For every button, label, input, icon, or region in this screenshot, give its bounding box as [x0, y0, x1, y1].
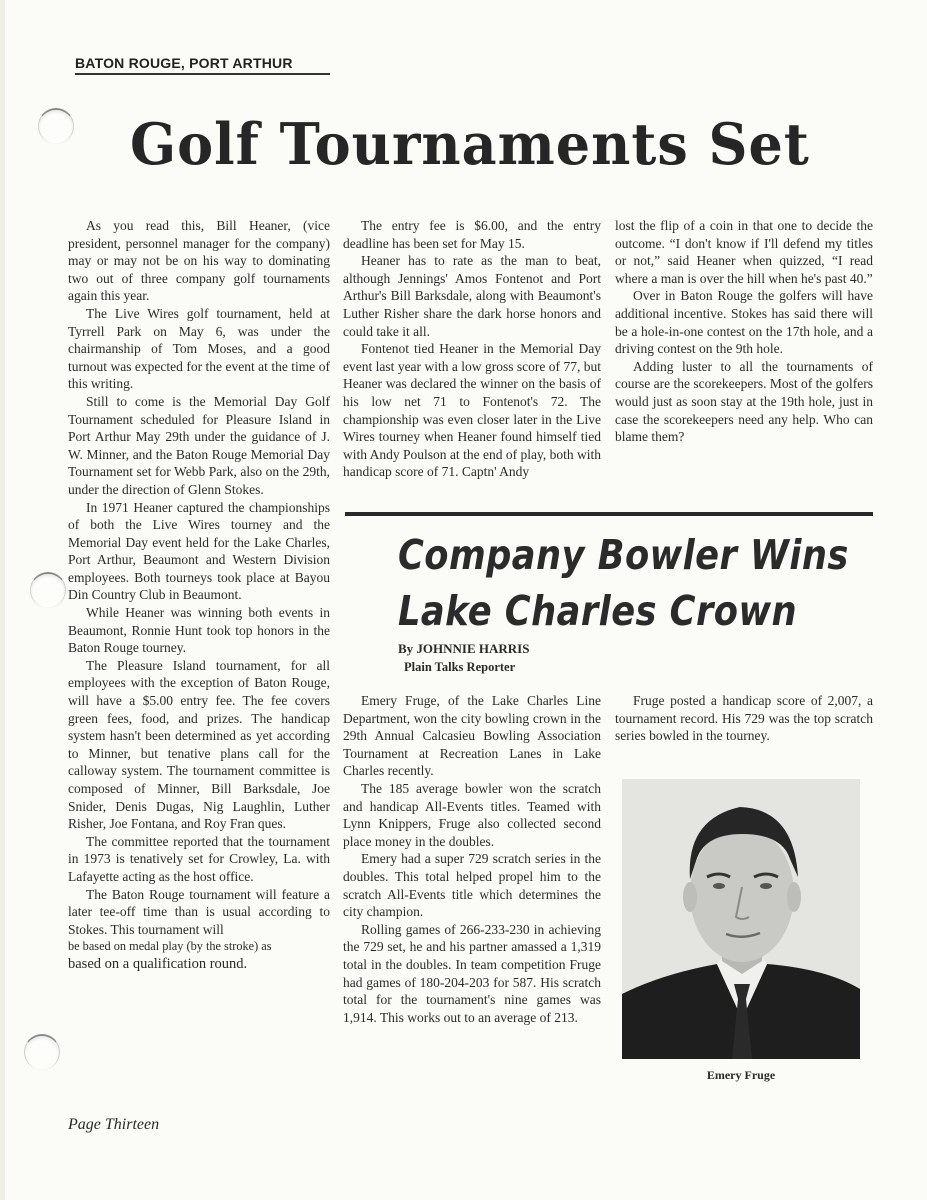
golf-paragraph: Over in Baton Rouge the golfers will have additional incentive. Stokes has said there will be a hole-in-one contest on the 17th hole, and a driving contest on the 9th hole.: [615, 288, 873, 357]
bowling-headline-line-2: Lake Charles Crown: [398, 587, 797, 635]
photo-caption: Emery Fruge: [706, 1068, 776, 1082]
golf-paragraph: The Live Wires golf tournament, held at Tyrrell Park on May 6, was under the chairmanship of Tom Moses, and a good turnout was expected for the event at the time of this writing.: [68, 305, 330, 392]
bowling-column-2: [615, 692, 873, 745]
golf-paragraph-continuation: based on a qualification round.: [68, 955, 248, 972]
article-divider: [345, 512, 873, 516]
golf-paragraph: The entry fee is $6.00, and the entry deadline has been set for May 15.: [343, 218, 601, 251]
bowling-paragraph: Emery Fruge, of the Lake Charles Line Department, won the city bowling crown in the 29th Annual Calcasieu Bowling Association Tournament at Recreation Lanes in Lake Charles recently.: [343, 693, 601, 779]
golf-paragraph: lost the flip of a coin in that one to decide the outcome. “I don't know if I'll defend my titles or not,” said Heaner when quizzed, “I read where a man is over the hill when he's past 40.”: [615, 218, 873, 286]
golf-paragraph: The Pleasure Island tournament, for all employees with the exception of Baton Rouge, will have a $5.00 entry fee. The fee covers green fees, food, and prizes. The handicap system hasn't been determined as yet according to Minner, but tenative plans call for the calloway system. The tournament committee is composed of Minner, Bill Barksdale, Joe Snider, Denis Dugas, Nig Laughlin, Luther Risher, Joe Fontana, and Roy Fran ques.: [68, 657, 330, 832]
golf-headline: Golf Tournaments Set: [130, 110, 810, 178]
golf-column-2: [343, 217, 601, 481]
punch-hole-middle: [30, 572, 66, 608]
bowling-paragraph: Rolling games of 266-233-230 in achieving the 729 set, he and his partner amassed a 1,319 total in the doubles. In team competition Fruge had games of 180-204-203 for 587. His scratch total for the tournament's nine games was 1,914. This works out to an average of 213.: [343, 921, 601, 1025]
byline-author: By JOHNNIE HARRIS: [398, 641, 530, 656]
byline-role: Plain Talks Reporter: [404, 660, 516, 674]
bowling-column-1: [343, 692, 601, 1026]
golf-column-1: [68, 217, 330, 974]
page-edge: [0, 0, 5, 1200]
golf-paragraph: Adding luster to all the tournaments of course are the scorekeepers. Most of the golfers would just as soon stay at the 19th hole, just in case the scorekeepers need any help. Who can blame them?: [615, 358, 873, 445]
portrait-photo: [622, 779, 860, 1059]
golf-paragraph-continuation: be based on medal play (by the stroke) as: [68, 939, 272, 954]
golf-paragraph: While Heaner was winning both events in Beaumont, Ronnie Hunt took top honors in the Baton Rouge tourney.: [68, 605, 330, 656]
portrait-illustration: [622, 779, 860, 1059]
golf-paragraph: Heaner has to rate as the man to beat, although Jennings' Amos Fontenot and Port Arthur's Bill Barksdale, along with Beaumont's Luther Risher share the dark horse honors and could take it all.: [343, 253, 601, 339]
bowling-paragraph: Emery had a super 729 scratch series in the doubles. This total helped propel him to the scratch All-Events title which determines the city champion.: [343, 851, 601, 920]
bowling-headline: [398, 527, 849, 639]
bowling-headline-line-1: Company Bowler Wins: [398, 531, 849, 579]
bowling-paragraph: Fruge posted a handicap score of 2,007, a tournament record. His 729 was the top scratch series bowled in the tourney.: [615, 693, 873, 744]
punch-hole-bottom: [24, 1034, 60, 1070]
golf-paragraph: The committee reported that the tournament in 1973 is tenatively set for Crowley, La. with Lafayette acting as the host office.: [68, 833, 330, 884]
golf-paragraph: Fontenot tied Heaner in the Memorial Day event last year with a low gross score of 77, but Heaner was declared the winner on the basis of his low net 71 to Fontenot's 72. The championship was even closer later in the Live Wires tourney when Heaner found himself tied with Andy Poulson at the end of play, both with handicap score of 71. Captn' Andy: [343, 341, 601, 480]
section-label: BATON ROUGE, PORT ARTHUR: [75, 55, 330, 75]
page-number: Page Thirteen: [68, 1116, 160, 1133]
golf-paragraph: As you read this, Bill Heaner, (vice president, personnel manager for the company) may or may not be on his way to dominating two out of three company golf tournaments again this year.: [68, 218, 330, 304]
golf-paragraph: The Baton Rouge tournament will feature a later tee-off time than is usual according to Stokes. This tournament will: [68, 886, 330, 937]
golf-column-3: [615, 217, 873, 446]
punch-hole-top: [38, 108, 74, 144]
bowling-paragraph: The 185 average bowler won the scratch and handicap All-Events titles. Teamed with Lynn Knippers, Fruge also collected second place money in the doubles.: [343, 780, 601, 849]
golf-paragraph: Still to come is the Memorial Day Golf Tournament scheduled for Pleasure Island in Port Arthur May 29th under the guidance of J. W. Minner, and the Baton Rouge Memorial Day Tournament set for Webb Park, also on the 29th, under the direction of Glenn Stokes.: [68, 393, 330, 497]
golf-paragraph: In 1971 Heaner captured the championships of both the Live Wires tourney and the Memorial Day event held for the Lake Charles, Port Arthur, Beaumont and Western Division employees. Both tourneys took place at Bayou Din Country Club in Beaumont.: [68, 499, 330, 603]
byline: [398, 640, 529, 676]
